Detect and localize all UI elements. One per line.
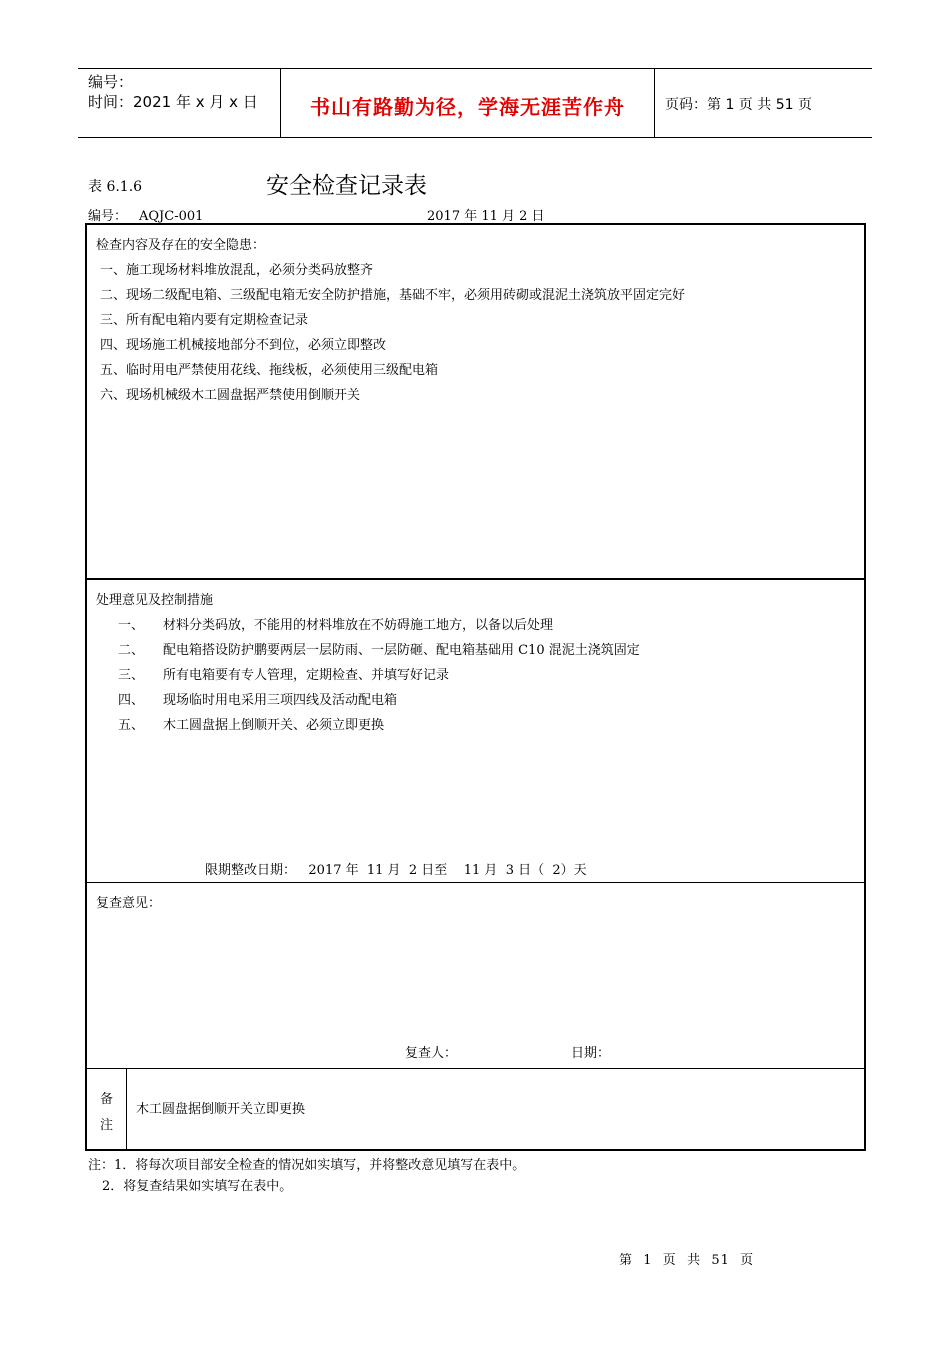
header-meta [88,72,258,112]
header-number-label: 编号： [88,73,134,91]
handling-section [87,580,864,883]
page-title: 安全检查记录表 [266,173,427,199]
header-divider [654,69,655,137]
note-line: 注：1．将每次项目部安全检查的情况如实填写，并将整改意见填写在表中。 [88,1158,526,1173]
review-date-label: 日期： [571,1046,611,1061]
reviewer-label: 复查人： [405,1046,458,1061]
header-page-info: 页码：第 1 页 共 51 页 [665,97,812,113]
form-notes [88,1155,525,1197]
list-item: 配电箱搭设防护鹏要两层一层防雨、一层防砸、配电箱基础用 C10 混泥土浇筑固定 [163,643,640,658]
list-item: 木工圆盘据上倒顺开关、必须立即更换 [163,718,385,733]
section-heading: 复查意见： [96,896,162,911]
header-motto: 书山有路勤为径，学海无涯苦作舟 [310,95,625,119]
list-item-number: 二、 [118,643,145,658]
section-heading: 处理意见及控制措施 [96,593,214,608]
list-item: 六、现场机械级木工圆盘据严禁使用倒顺开关 [100,388,361,403]
remarks-text: 木工圆盘据倒顺开关立即更换 [136,1102,306,1117]
table-number: 表 6.1.6 [88,179,143,195]
remarks-label-top: 备 [100,1092,114,1107]
list-item-number: 四、 [118,693,145,708]
section-heading: 检查内容及存在的安全隐患： [96,238,266,253]
document-code [88,205,215,224]
code-label: 编号： [88,209,128,224]
list-item: 材料分类码放，不能用的材料堆放在不妨碍施工地方，以备以后处理 [163,618,554,633]
list-item-number: 一、 [118,618,145,633]
list-item: 现场临时用电采用三项四线及活动配电箱 [163,693,398,708]
review-section [87,883,864,1069]
inspection-section [87,225,864,580]
list-item: 一、施工现场材料堆放混乱，必须分类码放整齐 [100,263,374,278]
remarks-label-bottom: 注 [100,1118,114,1133]
list-item: 五、临时用电严禁使用花线、拖线板，必须使用三级配电箱 [100,363,439,378]
list-item: 所有电箱要有专人管理，定期检查、并填写好记录 [163,668,450,683]
page-footer: 第 1 页 共 51 页 [619,1253,755,1268]
remarks-section [87,1069,864,1149]
inspection-form [85,223,866,1151]
page-header [78,68,872,138]
list-item-number: 五、 [118,718,145,733]
remarks-label [87,1069,127,1149]
note-line: 2．将复查结果如实填写在表中。 [102,1179,293,1194]
code-value: AQJC-001 [139,209,204,224]
list-item: 二、现场二级配电箱、三级配电箱无安全防护措施，基础不牢，必须用砖砌或混泥土浇筑放平固定完好 [100,288,686,303]
document-date: 2017 年 11 月 2 日 [427,209,545,224]
list-item: 三、所有配电箱内要有定期检查记录 [100,313,309,328]
header-time-label: 时间：2021 年 x 月 x 日 [88,93,258,111]
rectification-deadline: 限期整改日期： 2017 年 11 月 2 日至 11 月 3 日（ 2）天 [205,863,587,878]
list-item-number: 三、 [118,668,145,683]
list-item: 四、现场施工机械接地部分不到位，必须立即整改 [100,338,387,353]
